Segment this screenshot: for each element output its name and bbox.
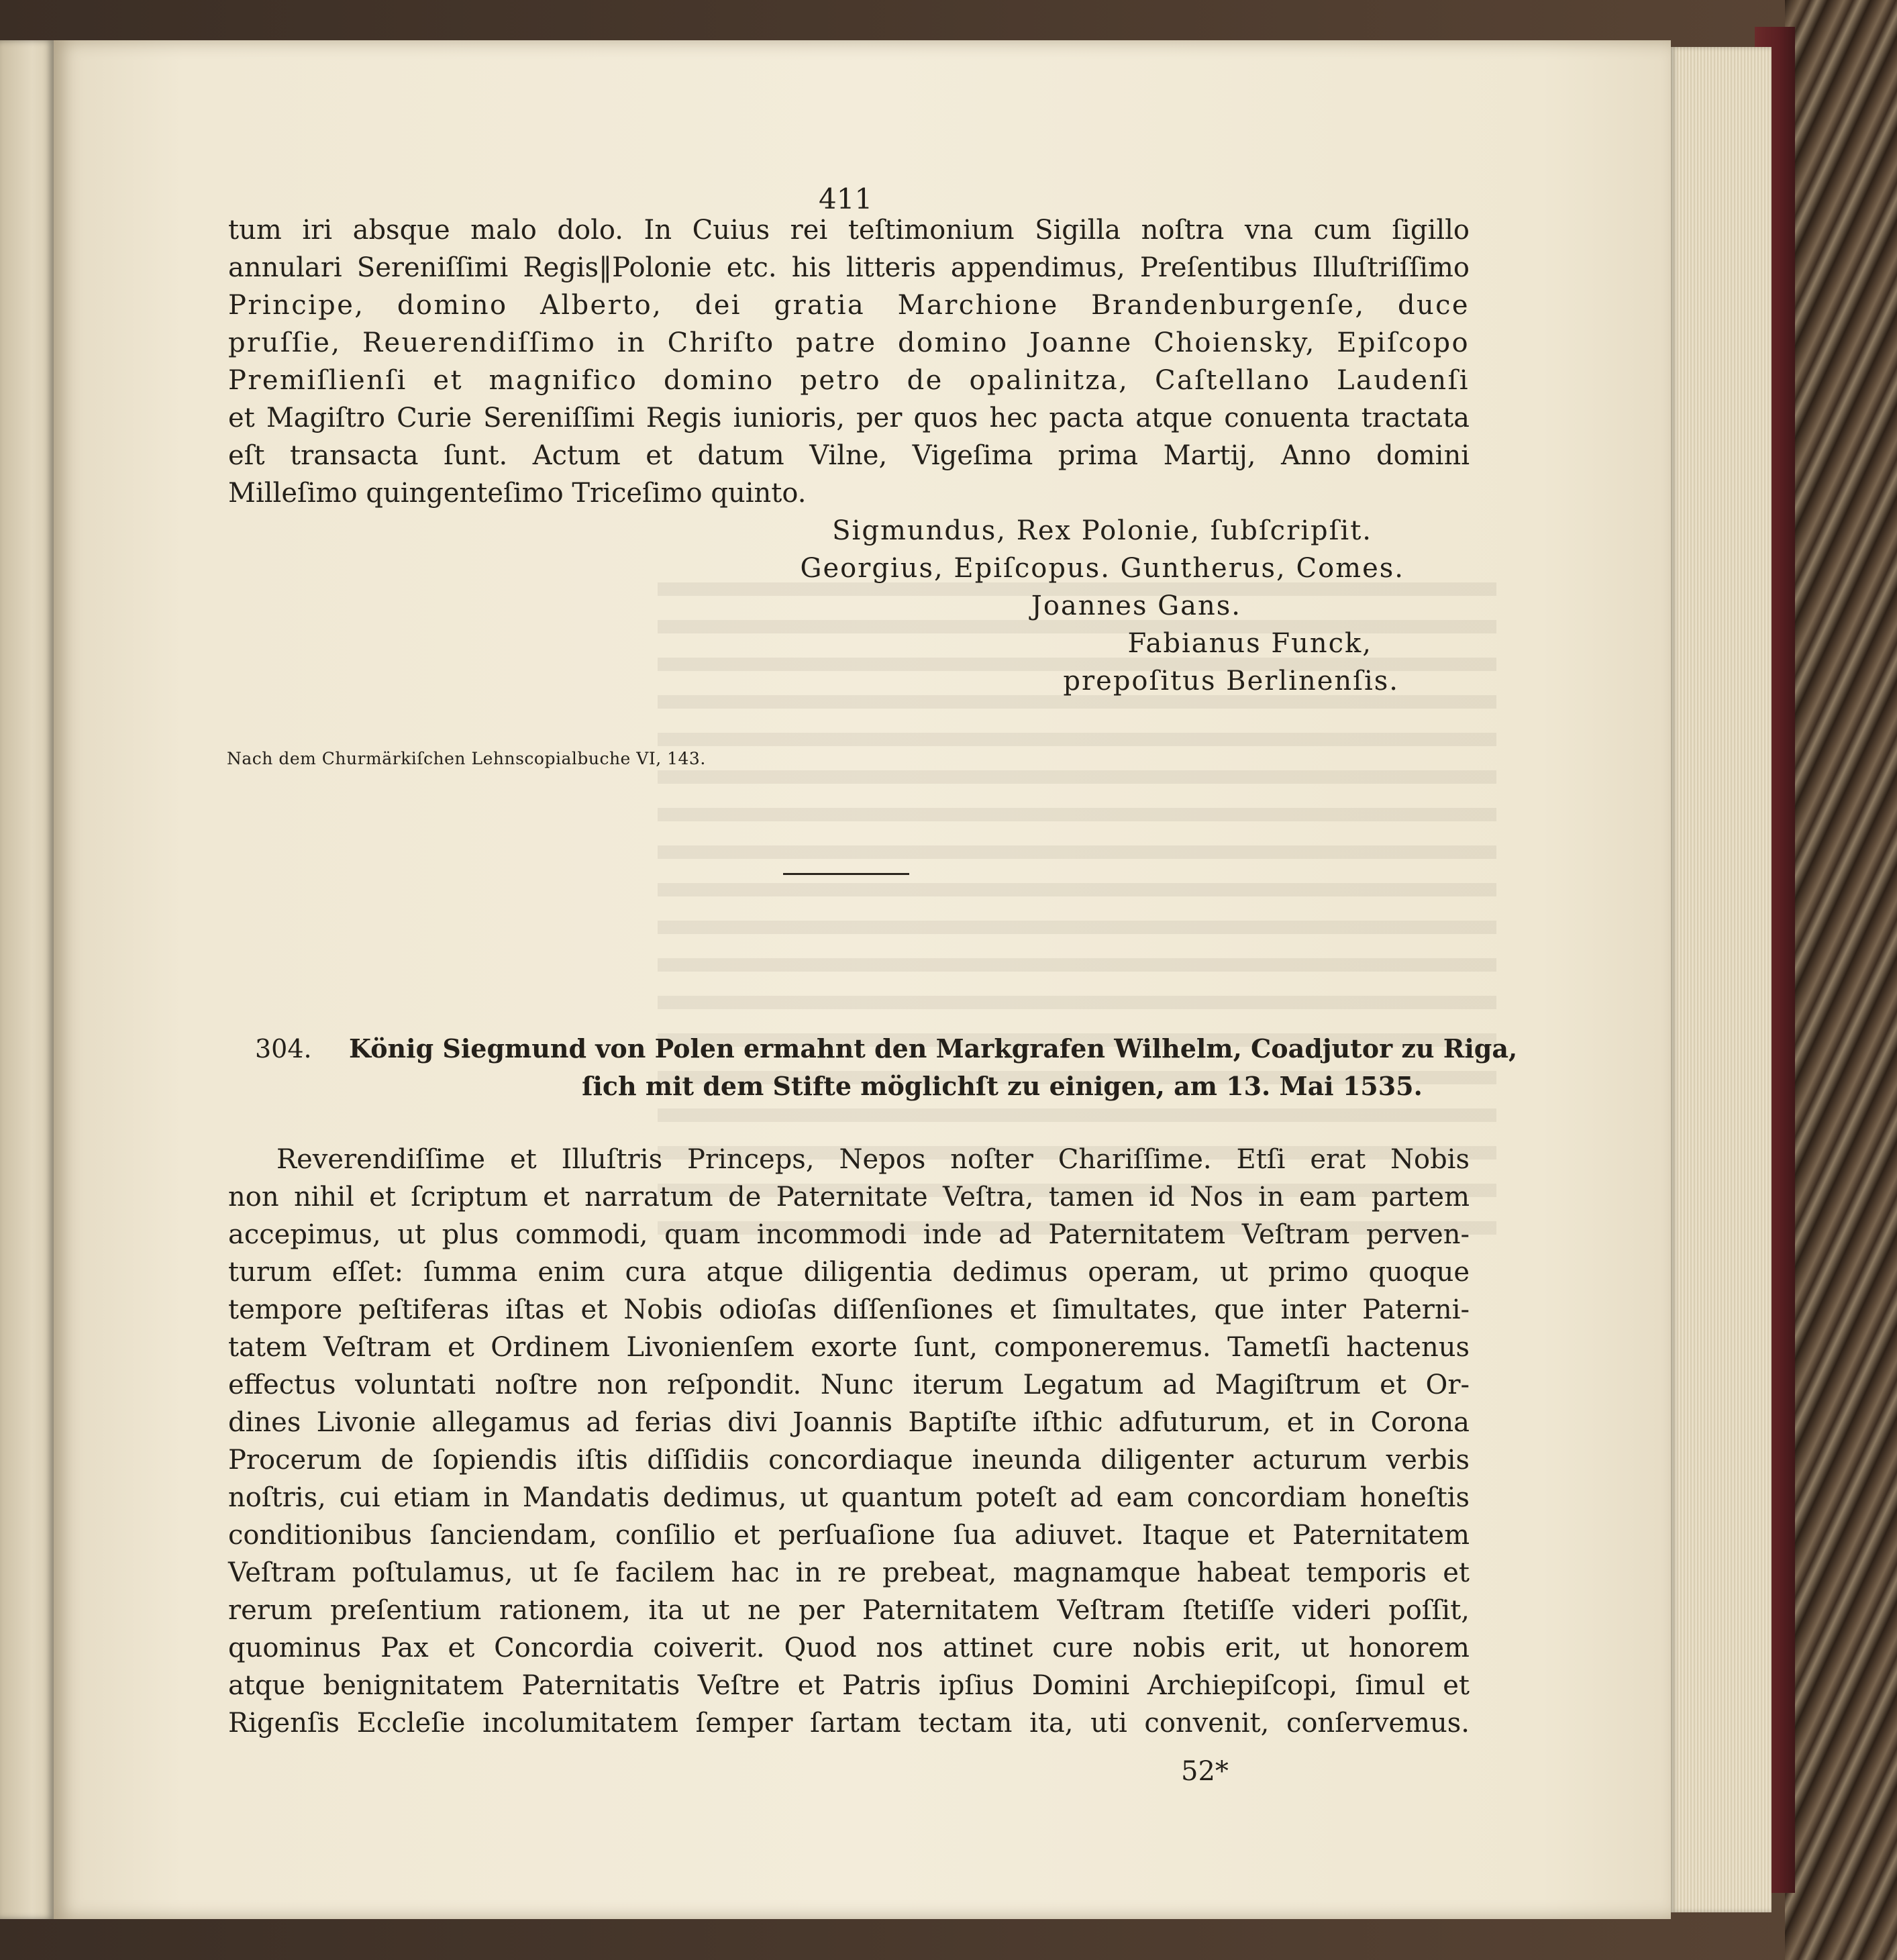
body-line: Rigenſis Eccleſie incolumitatem ſemper ſartam tectam ita, uti convenit, conſervemus.	[228, 1708, 1470, 1739]
document-number: 304.	[255, 1034, 312, 1064]
body-line: turum eſſet: ſumma enim cura atque diligentia dedimus operam, ut primo quoque	[228, 1257, 1470, 1288]
body-line: Premiſlienſi et magnifico domino petro de opalinitza, Caſtellano Laudenſi	[228, 365, 1470, 396]
body-line: accepimus, ut plus commodi, quam incommodi inde ad Paternitatem Veſtram perven-	[228, 1219, 1470, 1250]
body-line: eſt transacta ſunt. Actum et datum Vilne, Vigeſima prima Martij, Anno domini	[228, 440, 1470, 471]
sheet-signature-number: 52*	[1181, 1756, 1229, 1787]
signature-line: Georgius, Epiſcopus. Guntherus, Comes.	[800, 553, 1404, 584]
body-line: tatem Veſtram et Ordinem Livonienſem exorte ſunt, componeremus. Tametſi hactenus	[228, 1332, 1470, 1363]
body-line: Reverendiſſime et Illuſtris Princeps, Nepos noſter Chariſſime. Etſi erat Nobis	[276, 1144, 1470, 1175]
facing-page-edge	[0, 40, 54, 1919]
document-heading: König Siegmund von Polen ermahnt den Markgrafen Wilhelm, Coadjutor zu Riga,	[349, 1033, 1518, 1064]
body-line: annulari Sereniſſimi Regis‖Polonie etc. his litteris appendimus, Preſentibus Illuſtriſſimo	[228, 252, 1470, 283]
body-line: non nihil et ſcriptum et narratum de Paternitate Veſtra, tamen id Nos in eam partem	[228, 1182, 1470, 1213]
source-note: Nach dem Churmärkiſchen Lehnscopialbuche VI, 143.	[227, 749, 706, 768]
page-number: 411	[819, 183, 873, 215]
signature-line: Sigmundus, Rex Polonie, ſubſcripſit.	[832, 515, 1372, 546]
body-line: effectus voluntati noſtre non reſpondit. Nunc iterum Legatum ad Magiſtrum et Or-	[228, 1370, 1470, 1400]
marbled-edge	[1785, 0, 1897, 1960]
signature-line: prepoſitus Berlinenſis.	[1063, 666, 1399, 697]
body-line: Veſtram poſtulamus, ut ſe facilem hac in re prebeat, magnamque habeat temporis et	[228, 1557, 1470, 1588]
body-line: rerum preſentium rationem, ita ut ne per Paternitatem Veſtram ſtetiſſe videri poſſit,	[228, 1595, 1470, 1626]
signature-line: Fabianus Funck,	[1127, 628, 1372, 659]
body-line: Milleſimo quingenteſimo Triceſimo quinto.	[228, 478, 807, 509]
document-heading: ſich mit dem Stifte möglichſt zu einigen, am 13. Mai 1535.	[582, 1071, 1423, 1101]
body-line: dines Livonie allegamus ad ferias divi Joannis Baptiſte iſthic adfuturum, et in Corona	[228, 1407, 1470, 1438]
body-line: quominus Pax et Concordia coiverit. Quod nos attinet cure nobis erit, ut honorem	[228, 1633, 1470, 1663]
page-stack-edges	[1671, 47, 1772, 1912]
section-divider	[783, 873, 909, 875]
body-line: noſtris, cui etiam in Mandatis dedimus, ut quantum poteſt ad eam concordiam honeſtis	[228, 1482, 1470, 1513]
body-line: Procerum de ſopiendis iſtis diſſidiis concordiaque ineunda diligenter acturum verbis	[228, 1445, 1470, 1476]
body-line: tum iri absque malo dolo. In Cuius rei teſtimonium Sigilla noſtra vna cum ſigillo	[228, 215, 1470, 246]
body-line: tempore peſtiferas iſtas et Nobis odioſas diſſenſiones et ſimultates, que inter Paterni-	[228, 1294, 1470, 1325]
body-line: Principe, domino Alberto, dei gratia Marchione Brandenburgenſe, duce	[228, 290, 1470, 321]
signature-line: Joannes Gans.	[1031, 590, 1241, 621]
body-line: pruſſie, Reuerendiſſimo in Chriſto patre domino Joanne Choiensky, Epiſcopo	[228, 327, 1470, 358]
body-line: et Magiſtro Curie Sereniſſimi Regis iunioris, per quos hec pacta atque conuenta tractata	[228, 403, 1470, 433]
body-line: conditionibus ſanciendam, conſilio et perſuaſione ſua adiuvet. Itaque et Paternitatem	[228, 1520, 1470, 1551]
book-page	[54, 40, 1671, 1919]
body-line: atque benignitatem Paternitatis Veſtre et Patris ipſius Domini Archiepiſcopi, ſimul et	[228, 1670, 1470, 1701]
